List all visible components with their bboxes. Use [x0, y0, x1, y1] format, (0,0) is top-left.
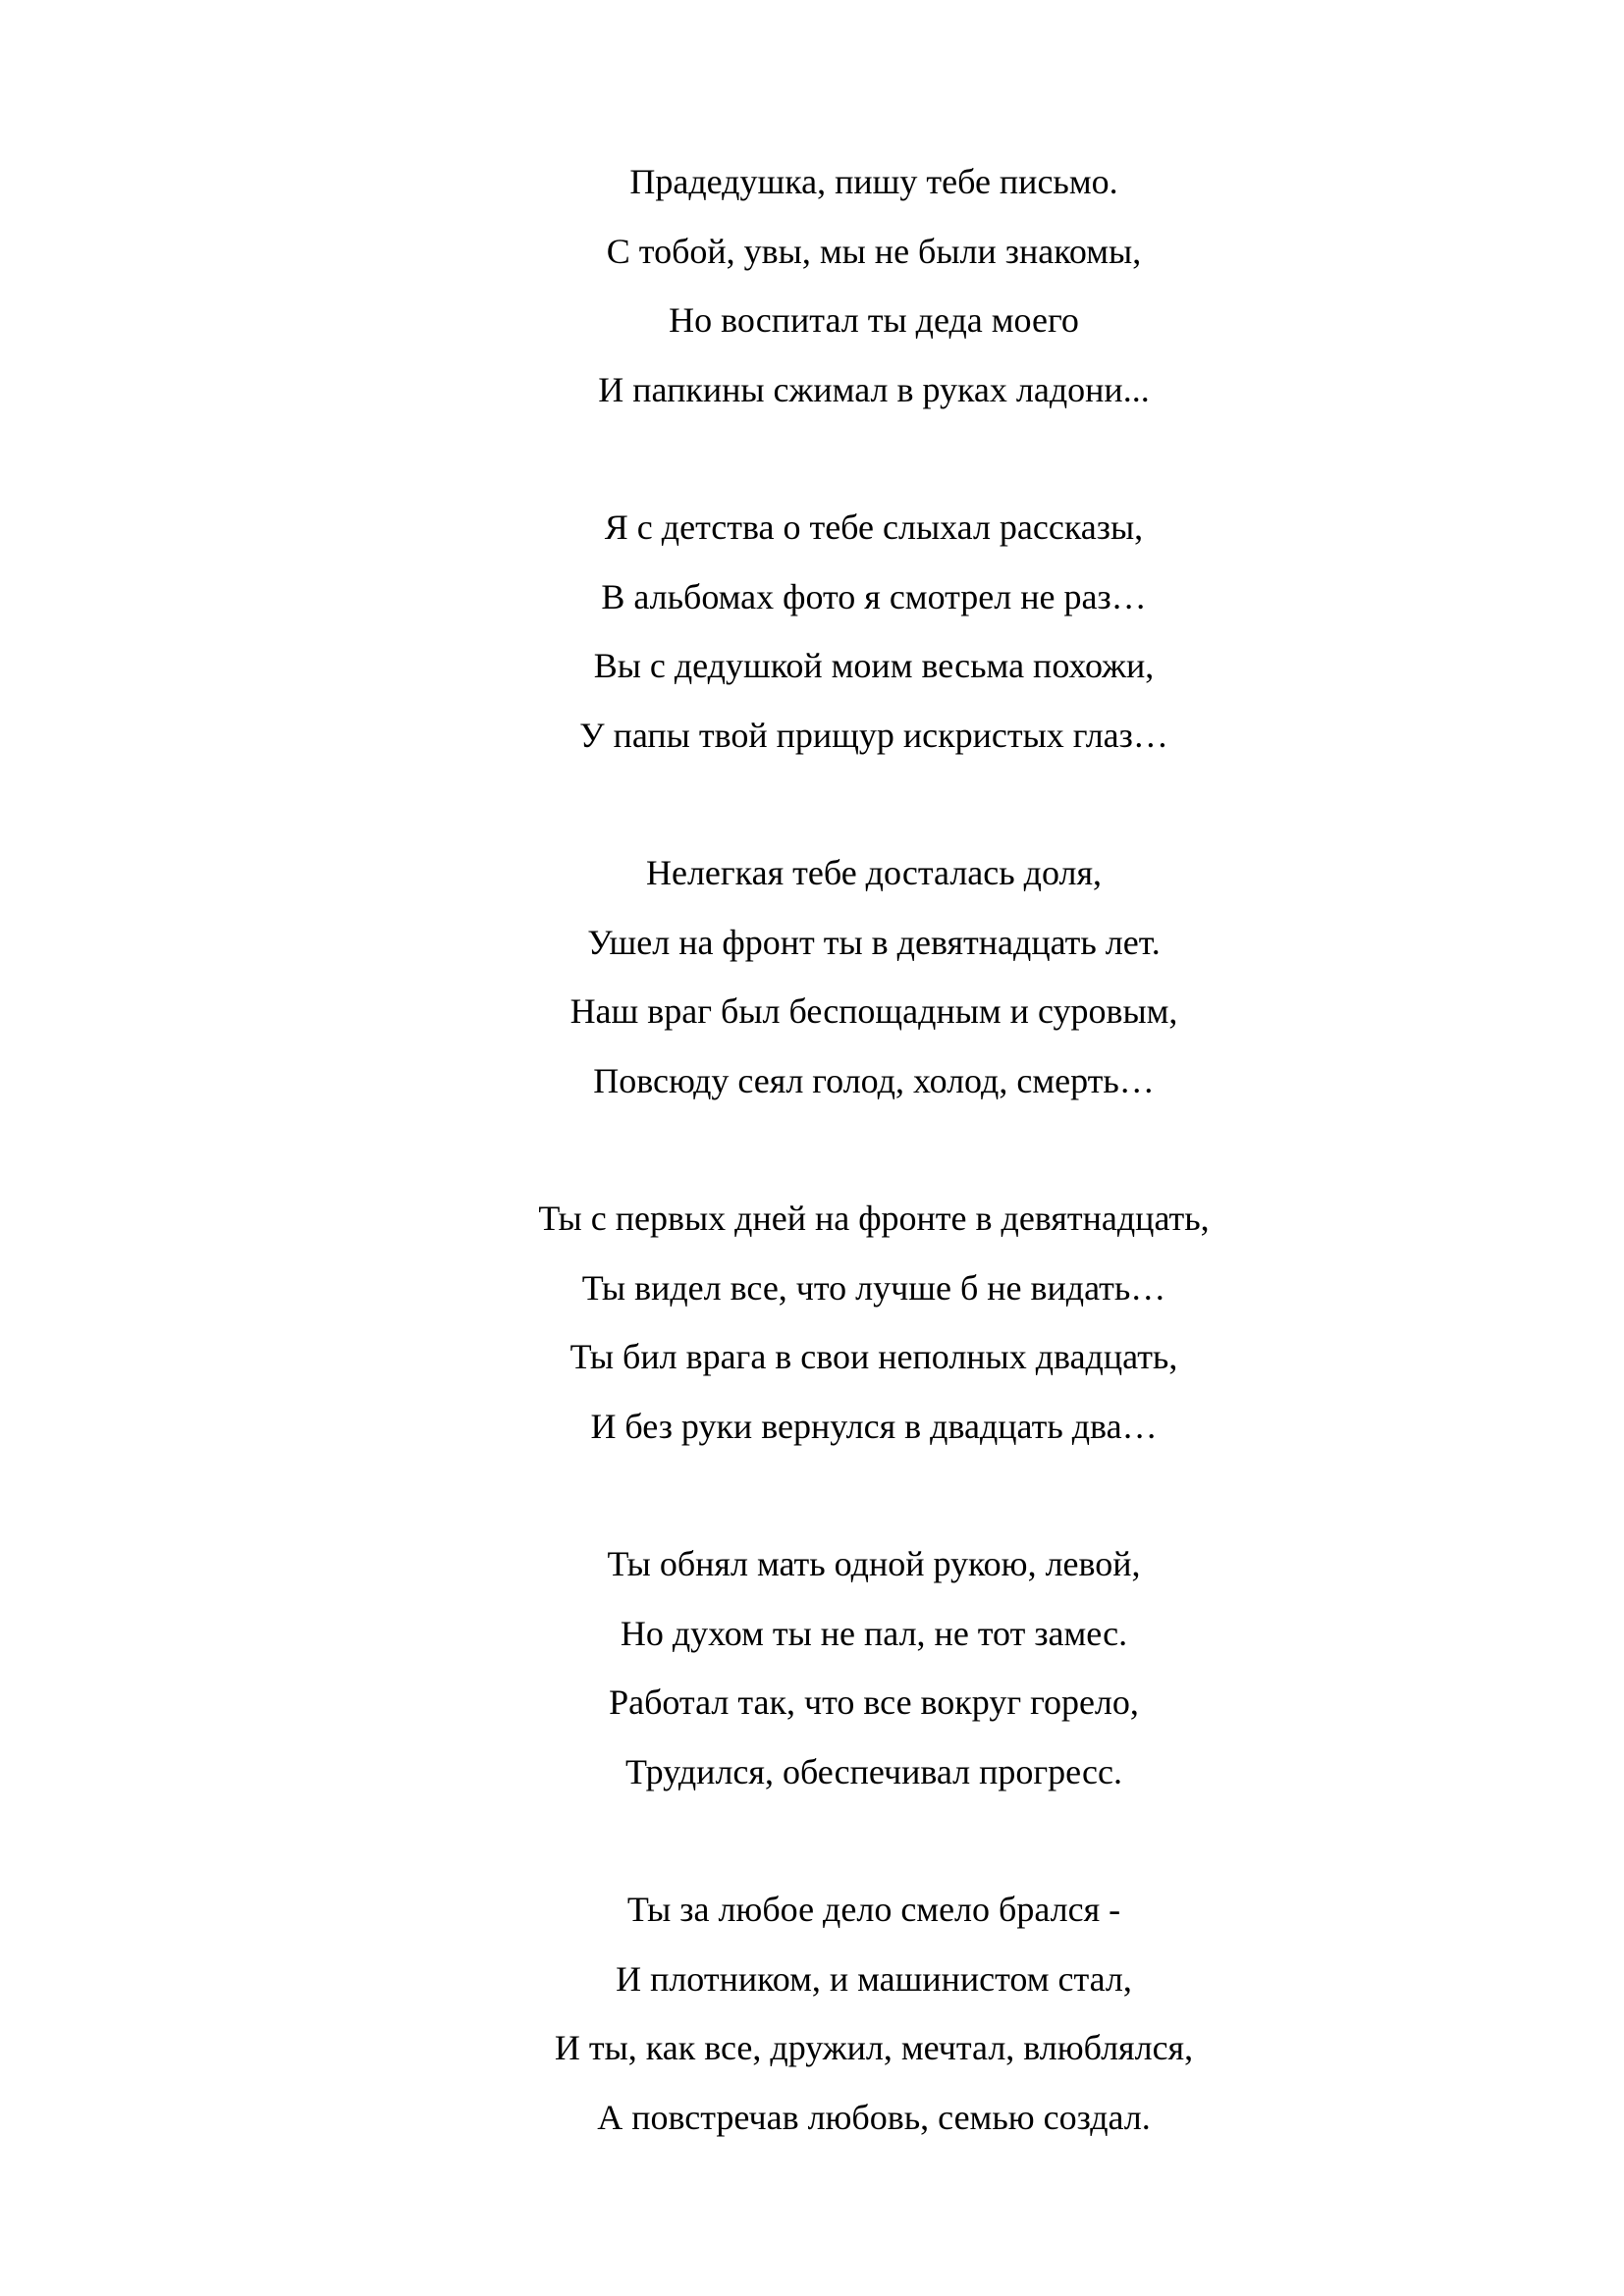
poem-line: Работал так, что все вокруг горело, — [609, 1682, 1139, 1722]
poem-line: У папы твой прищур искристых глаз… — [579, 715, 1168, 755]
poem-line: Прадедушка, пишу тебе письмо. — [629, 162, 1118, 201]
poem-line: Ты бил врага в свои неполных двадцать, — [569, 1337, 1178, 1376]
poem-line: Ты за любое дело смело брался - — [626, 1890, 1121, 1929]
stanza-4 — [0, 1184, 1624, 1461]
poem-line: Трудился, обеспечивал прогресс. — [624, 1751, 1123, 1791]
poem-line: Нелегкая тебе досталась доля, — [645, 853, 1103, 892]
poem-line: А повстречав любовь, семью создал. — [597, 2097, 1151, 2137]
poem-line: Повсюду сеял голод, холод, смерть… — [593, 1060, 1155, 1100]
poem — [0, 147, 1624, 2220]
poem-line: Вы с дедушкой моим весьма похожи, — [593, 646, 1155, 685]
poem-line: Ты обнял мать одной рукою, левой, — [607, 1544, 1141, 1583]
poem-line: С тобой, увы, мы не были знакомы, — [606, 231, 1142, 271]
poem-line: И папкины сжимал в руках ладони... — [598, 369, 1150, 409]
poem-line: Ты видел все, что лучше б не видать… — [581, 1267, 1166, 1308]
poem-line: И ты, как все, дружил, мечтал, влюблялся, — [554, 2028, 1194, 2067]
poem-line: И плотником, и машинистом стал, — [616, 1958, 1132, 1999]
stanza-6 — [0, 1875, 1624, 2152]
poem-line: И без руки вернулся в двадцать два… — [590, 1406, 1158, 1446]
stanza-1 — [0, 147, 1624, 424]
poem-line: Наш враг был беспощадным и суровым, — [569, 991, 1178, 1031]
stanza-5 — [0, 1529, 1624, 1806]
stanza-3 — [0, 838, 1624, 1115]
poem-line: В альбомах фото я смотрел не раз… — [601, 576, 1147, 616]
poem-line: Ты с первых дней на фронте в девятнадцать, — [538, 1199, 1210, 1238]
poem-line: Но духом ты не пал, не тот замес. — [620, 1613, 1128, 1653]
stanza-2 — [0, 493, 1624, 770]
poem-line: Но воспитал ты деда моего — [669, 300, 1079, 340]
poem-line: Ушел на фронт ты в девятнадцать лет. — [587, 922, 1161, 962]
poem-line: Я с детства о тебе слыхал рассказы, — [604, 507, 1144, 547]
